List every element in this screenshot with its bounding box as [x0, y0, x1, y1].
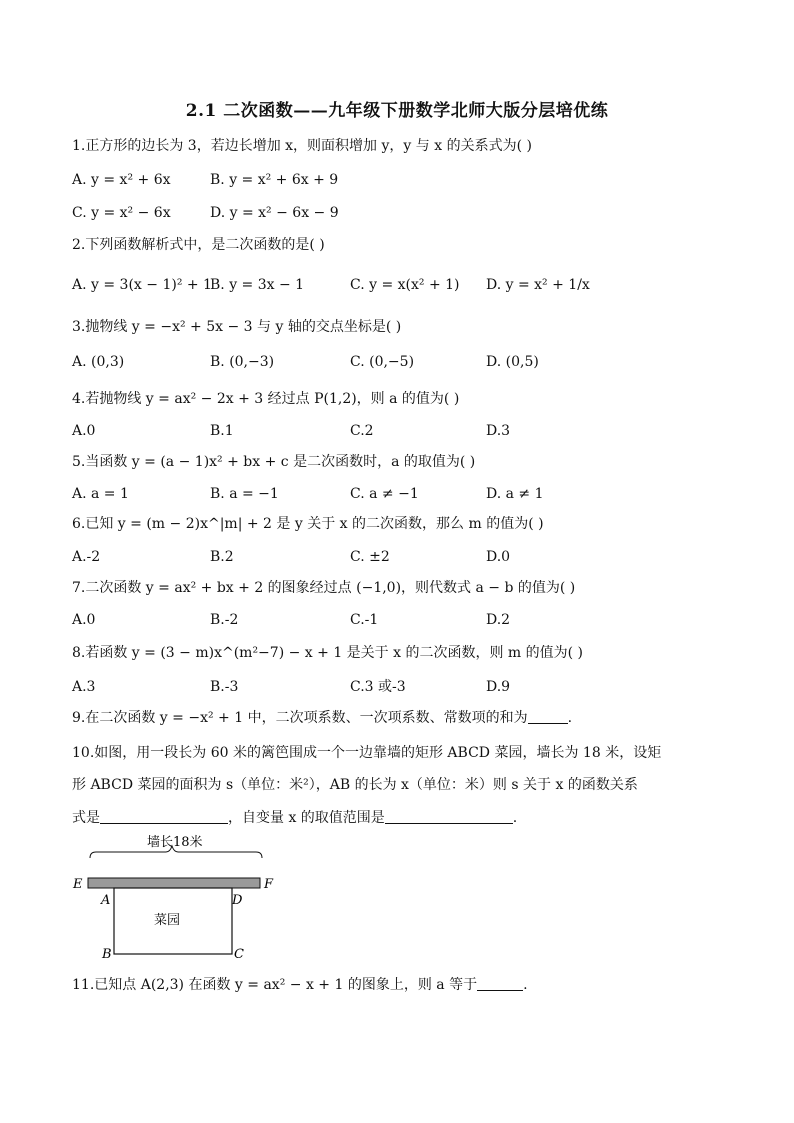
- question-4: 4.若抛物线 y = ax² − 2x + 3 经过点 P(1,2)，则 a 的值为( ): [72, 391, 460, 407]
- option-d: D. y = x² − 6x − 9: [210, 205, 339, 221]
- answer-blank[interactable]: [100, 809, 228, 824]
- garden-figure: [70, 832, 290, 964]
- option-c: C.-1: [350, 612, 379, 628]
- point-c-label: C: [234, 947, 244, 962]
- option-b: B.1: [210, 423, 234, 439]
- question-11-stem: 11.已知点 A(2,3) 在函数 y = ax² − x + 1 的图象上，则 a 等于: [72, 977, 478, 993]
- option-a: A.0: [72, 612, 96, 628]
- wall: [88, 878, 260, 888]
- question-9-stem: 9.在二次函数 y = −x² + 1 中，二次项系数、一次项系数、常数项的和为: [72, 710, 528, 726]
- option-a: A. y = 3(x − 1)² + 1: [72, 277, 212, 293]
- page-title: 2.1 二次函数——九年级下册数学北师大版分层培优练: [185, 101, 609, 121]
- option-a: A.3: [72, 679, 96, 695]
- answer-blank[interactable]: [528, 709, 568, 724]
- option-b: B. a = −1: [210, 486, 279, 502]
- question-9: 9.在二次函数 y = −x² + 1 中，二次项系数、一次项系数、常数项的和为 .: [72, 710, 573, 726]
- answer-blank[interactable]: [477, 976, 523, 991]
- question-10-stem-part: 式是: [72, 810, 100, 826]
- question-10-stem-part: ，自变量 x 的取值范围是: [228, 810, 385, 826]
- option-b: B.-3: [210, 679, 239, 695]
- question-6: 6.已知 y = (m − 2)x^|m| + 2 是 y 关于 x 的二次函数，那么 m 的值为( ): [72, 516, 544, 532]
- option-b: B. y = x² + 6x + 9: [210, 172, 339, 188]
- question-5: 5.当函数 y = (a − 1)x² + bx + c 是二次函数时，a 的取值为( ): [72, 454, 476, 470]
- point-b-label: B: [102, 947, 112, 962]
- question-10-line-2: 形 ABCD 菜园的面积为 s（单位：米²），AB 的长为 x（单位：米）则 s 关于 x 的函数关系: [72, 777, 638, 793]
- question-2: 2.下列函数解析式中，是二次函数的是( ): [72, 237, 325, 253]
- option-b: B.2: [210, 549, 234, 565]
- option-c: C. y = x² − 6x: [72, 205, 171, 221]
- question-7: 7.二次函数 y = ax² + bx + 2 的图象经过点 (−1,0)，则代数式 a − b 的值为( ): [72, 580, 576, 596]
- option-c: C.3 或-3: [350, 679, 406, 695]
- option-c: C.2: [350, 423, 374, 439]
- question-11: 11.已知点 A(2,3) 在函数 y = ax² − x + 1 的图象上，则 a 等于 .: [72, 977, 528, 993]
- option-a: A. y = x² + 6x: [72, 172, 171, 188]
- option-d: D. a ≠ 1: [486, 486, 544, 502]
- option-d: D.2: [486, 612, 511, 628]
- option-a: A. (0,3): [72, 354, 125, 370]
- option-d: D.3: [486, 423, 511, 439]
- option-d: D. (0,5): [486, 354, 539, 370]
- question-8: 8.若函数 y = (3 − m)x^(m²−7) − x + 1 是关于 x 的二次函数，则 m 的值为( ): [72, 645, 584, 661]
- option-b: B. y = 3x − 1: [210, 277, 305, 293]
- question-3: 3.抛物线 y = −x² + 5x − 3 与 y 轴的交点坐标是( ): [72, 319, 402, 335]
- option-a: A.-2: [72, 549, 101, 565]
- option-c: C. ±2: [350, 549, 390, 565]
- point-a-label: A: [101, 893, 111, 908]
- option-d: D.0: [486, 549, 511, 565]
- question-10-line-1: 10.如图，用一段长为 60 米的篱笆围成一个一边靠墙的矩形 ABCD 菜园，墙长为 18 米，设矩: [72, 745, 662, 761]
- option-d: D. y = x² + 1/x: [486, 277, 590, 293]
- point-d-label: D: [232, 893, 243, 908]
- option-c: C. a ≠ −1: [350, 486, 419, 502]
- option-a: A. a = 1: [72, 486, 129, 502]
- option-a: A.0: [72, 423, 96, 439]
- question-1: 1.正方形的边长为 3，若边长增加 x，则面积增加 y，y 与 x 的关系式为( ): [72, 138, 532, 154]
- point-e-label: E: [73, 877, 83, 892]
- option-b: B. (0,−3): [210, 354, 275, 370]
- option-d: D.9: [486, 679, 511, 695]
- answer-blank[interactable]: [385, 809, 513, 824]
- option-b: B.-2: [210, 612, 239, 628]
- garden-label: 菜园: [154, 913, 181, 928]
- question-10-line-3: 式是 ，自变量 x 的取值范围是 .: [72, 810, 518, 826]
- option-c: C. y = x(x² + 1): [350, 277, 460, 293]
- option-c: C. (0,−5): [350, 354, 415, 370]
- point-f-label: F: [264, 877, 274, 892]
- wall-length-label: 墙长18米: [147, 835, 203, 850]
